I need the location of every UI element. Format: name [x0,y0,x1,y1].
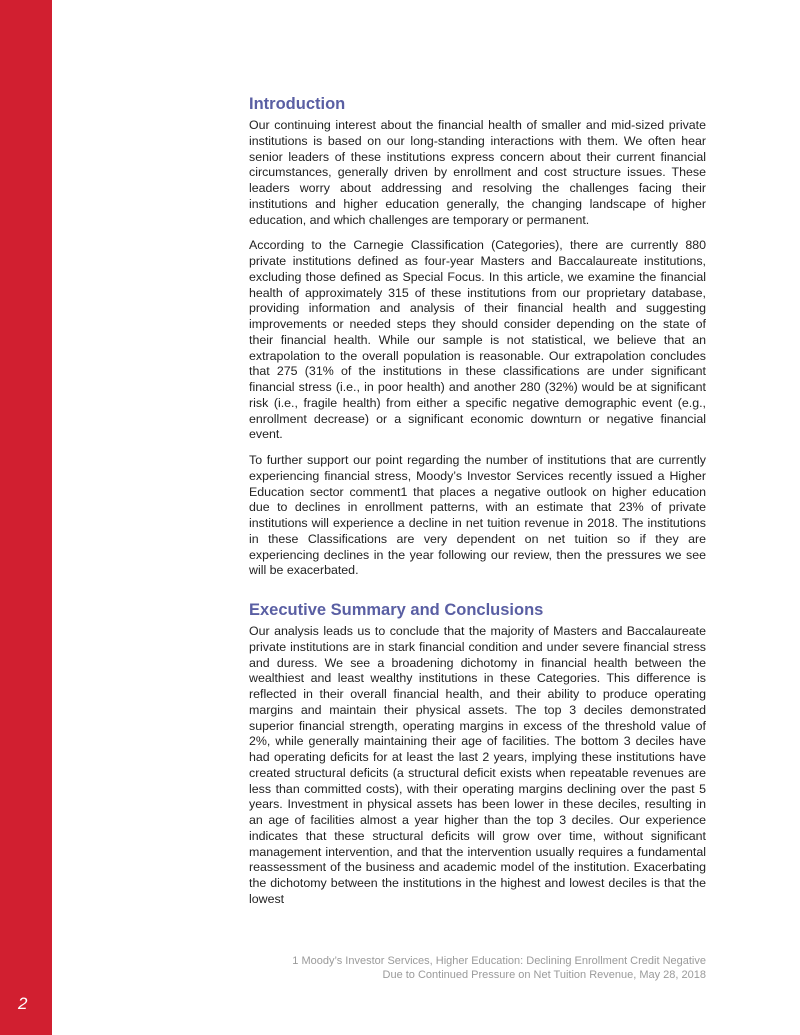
footnote-line-1: 1 Moody’s Investor Services, Higher Education: Declining Enrollment Credit Negative [292,955,706,967]
introduction-paragraph-2: According to the Carnegie Classification (Categories), there are currently 880 private institutions defined as four-year Masters and Baccalaureate institutions, excluding those defined as Special Focus. In this article, we examine the financial health of approximately 315 of these institutions from our proprietary database, providing information and analysis of their financial health and suggesting improvements or needed steps they should consider depending on the state of their financial health. While our sample is not statistical, we believe that an extrapolation to the overall population is reasonable. Our extrapolation concludes that 275 (31% of the institutions in these classifications are under significant financial stress (i.e., in poor health) and another 280 (32%) would be at significant risk (i.e., fragile health) from either a specific negative demographic event (e.g., enrollment decrease) or a significant economic downturn or negative financial event. [249,238,706,442]
page-number: 2 [18,994,28,1013]
executive-summary-section [249,601,706,908]
footnote-line-2: Due to Continued Pressure on Net Tuition Revenue, May 28, 2018 [382,969,706,981]
executive-summary-paragraph-1: Our analysis leads us to conclude that the majority of Masters and Baccalaureate private institutions are in stark financial condition and under severe financial stress and duress. We see a broadening dichotomy in financial health between the wealthiest and least wealthy institutions in these Categories. This difference is reflected in their overall financial health, and their ability to produce operating margins and maintain their physical assets. The top 3 deciles demonstrated superior financial strength, operating margins in excess of the threshold value of 2%, while generally maintaining their age of facilities. The bottom 3 deciles have had operating deficits for at least the last 2 years, implying these institutions have created structural deficits (a structural deficit exists when repeatable revenues are less than committed costs), with their operating margins declining over the past 5 years. Investment in physical assets has been lower in these deciles, resulting in an age of facilities almost a year higher than the top 3 deciles. Our experience indicates that these structural deficits will grow over time, without significant management intervention, and that the intervention usually requires a fundamental reassessment of the business and academic model of the institution. Exacerbating the dichotomy between the institutions in the highest and lowest deciles is that the lowest [249,624,706,906]
footnote [249,954,706,982]
introduction-heading: Introduction [249,95,346,113]
introduction-paragraph-1: Our continuing interest about the financial health of smaller and mid-sized private institutions is based on our long-standing interactions with them. We often hear senior leaders of these institutions express concern about their current financial circumstances, generally driven by enrollment and cost structure issues. These leaders worry about addressing and resolving the challenges facing their institutions and higher education generally, the changing landscape of higher education, and which challenges are temporary or permanent. [249,118,706,227]
executive-summary-heading: Executive Summary and Conclusions [249,601,544,619]
red-sidebar [0,0,52,1035]
article-body [249,95,706,918]
introduction-section [249,95,706,579]
introduction-paragraph-3: To further support our point regarding the number of institutions that are currently experiencing financial stress, Moody’s Investor Services recently issued a Higher Education sector comment1 that places a negative outlook on higher education due to declines in enrollment patterns, with an estimate that 23% of private institutions will experience a decline in net tuition revenue in 2018. The institutions in these Classifications are very dependent on net tuition so if they are experiencing declines in the year following our review, then the pressures we see will be exacerbated. [249,453,706,578]
